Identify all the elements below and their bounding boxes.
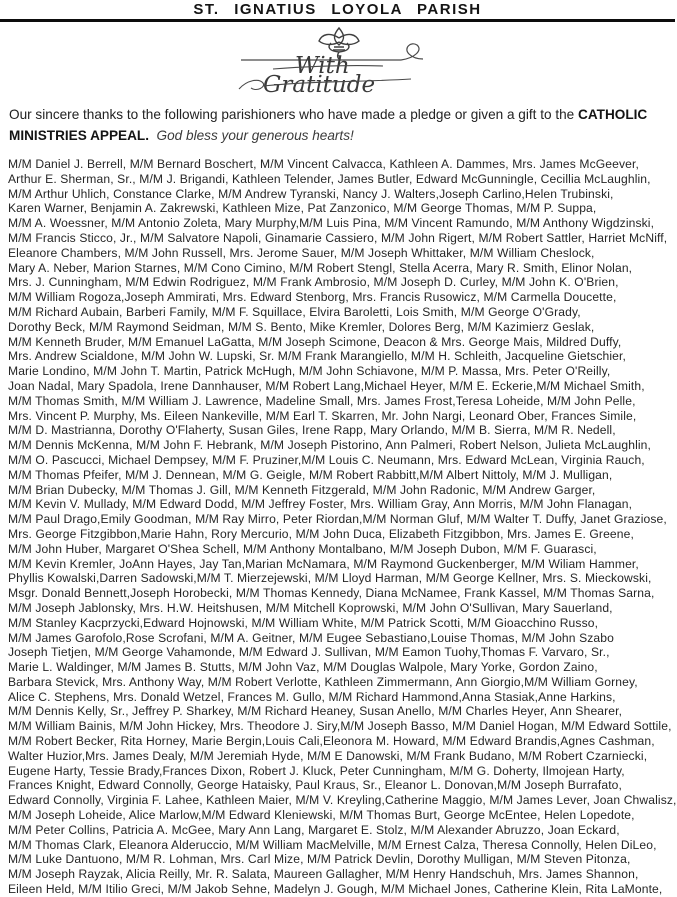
donor-line: M/M Thomas Smith, M/M William J. Lawrence, Madeline Small, Mrs. James Frost,Teresa Loheide, M/M John Pelle, bbox=[8, 393, 636, 408]
donor-line: M/M Joseph Loheide, Alice Marlow,M/M Edward Kleniewski, M/M Thomas Burt, George McEntee, Helen Lopedote, bbox=[8, 808, 635, 823]
donor-line: Walter Huzior,Mrs. James Dealy, M/M Jeremiah Hyde, M/M E Danowski, M/M Frank Budano, M/M Robert Czarniecki, bbox=[8, 748, 648, 763]
donor-line: M/M Thomas Clark, Eleanora Alderuccio, M/M William MacMelville, M/M Ernest Calza, Theresa Connolly, Helen DiLeo, bbox=[8, 837, 657, 852]
donor-line: M/M A. Woessner, M/M Antonio Zoleta, Mary Murphy,M/M Luis Pina, M/M Vincent Ramundo, M/M Anthony Wigdzinski, bbox=[8, 216, 655, 231]
donor-line: Joseph Tietjen, M/M George Vahamonde, M/M Edward J. Sullivan, M/M Eamon Tuohy,Thomas F. Varvaro, Sr., bbox=[8, 645, 610, 660]
intro-appeal-text: CATHOLIC MINISTRIES APPEAL bbox=[9, 107, 648, 143]
donor-line: Arthur E. Sherman, Sr., M/M J. Brigandi, Kathleen Telender, James Butler, Edward McGunningle, Cecillia McLaughlin, bbox=[8, 171, 651, 186]
logo-word-with: With bbox=[294, 53, 350, 79]
intro-blessing-text: God bless your generous hearts! bbox=[156, 128, 354, 143]
donor-line: M/M John Huber, Margaret O'Shea Schell, M/M Anthony Montalbano, M/M Joseph Dubon, M/M F. Guarasci, bbox=[8, 541, 597, 556]
donor-line: Eleanore Chambers, M/M John Russell, Mrs. Jerome Sauer, M/M Joseph Whittaker, M/M William Cheslock, bbox=[8, 245, 595, 260]
donor-line: M/M Thomas Pfeifer, M/M J. Dennean, M/M G. Geigle, M/M Robert Rabbitt,M/M Albert Nittoly, M/M J. Mulligan, bbox=[8, 467, 613, 482]
donor-line: Eileen Held, M/M Itilio Greci, M/M Jakob Sehne, Madelyn J. Gough, M/M Michael Jones, Catherine Klein, Rita LaMonte, bbox=[8, 882, 663, 897]
donor-line: Mrs. George Fitzgibbon,Marie Hahn, Rory Mercurio, M/M John Duca, Elizabeth Fitzgibbon, Mrs. James E. Greene, bbox=[8, 526, 634, 541]
donor-line: M/M Luke Dantuono, M/M R. Lohman, Mrs. Carl Mize, M/M Patrick Devlin, Dorothy Mulligan, M/M Steven Pitonza, bbox=[8, 852, 631, 867]
donor-line: Karen Warner, Benjamin A. Zakrewski, Kathleen Mize, Pat Zanzonico, M/M George Thomas, M/M P. Suppa, bbox=[8, 201, 597, 216]
donor-line: M/M Kevin Kremler, JoAnn Hayes, Jay Tan,Marian McNamara, M/M Raymond Guckenberger, M/M Wiliam Hammer, bbox=[8, 556, 639, 571]
donor-line: Mary A. Neber, Marion Starnes, M/M Cono Cimino, M/M Robert Stengl, Stella Acerra, Mary R. Smith, Elinor Nolan, bbox=[8, 260, 633, 275]
donor-line: M/M Joseph Jablonsky, Mrs. H.W. Heitshusen, M/M Mitchell Koprowski, M/M John O'Sullivan, Mary Sauerland, bbox=[8, 600, 613, 615]
donor-line: Mrs. J. Cunningham, M/M Edwin Rodriguez, M/M Frank Ambrosio, M/M Joseph D. Curley, M/M John K. O'Brien, bbox=[8, 275, 619, 290]
donor-line: Mrs. Vincent P. Murphy, Ms. Eileen Nankeville, M/M Earl T. Skarren, Mr. John Nargi, Leonard Ober, Frances Simile, bbox=[8, 408, 637, 423]
donor-line: M/M O. Pascucci, Michael Dempsey, M/M F. Pruziner,M/M Louis C. Neumann, Mrs. Edward McLean, Virginia Rauch, bbox=[8, 452, 645, 467]
donor-line: M/M Brian Dubecky, M/M Thomas J. Gill, M/M Kenneth Fitzgerald, M/M John Radonic, M/M Andrew Garger, bbox=[8, 482, 596, 497]
donor-line: Phyllis Kowalski,Darren Sadowski,M/M T. Mierzejewski, M/M Lloyd Harman, M/M George Kellner, Mrs. S. Mieckowski, bbox=[8, 571, 652, 586]
donor-line: M/M William Bainis, M/M John Hickey, Mrs. Theodore J. Siry,M/M Joseph Basso, M/M Daniel Hogan, M/M Edward Sottile, bbox=[8, 719, 672, 734]
donor-line: M/M William Rogoza,Joseph Ammirati, Mrs. Edward Stenborg, Mrs. Francis Rusowicz, M/M Carmella Doucette, bbox=[8, 290, 617, 305]
donor-line: M/M Stanley Kacprzycki,Edward Hojnowski, M/M William White, M/M Patrick Scotti, M/M Gioacchino Russo, bbox=[8, 615, 599, 630]
page-title: ST. IGNATIUS LOYOLA PARISH bbox=[193, 1, 482, 18]
donor-line: M/M Dennis McKenna, M/M John F. Hebrank, M/M Joseph Pistorino, Ann Palmeri, Robert Nelson, Julieta McLaughlin, bbox=[8, 438, 652, 453]
donor-line: M/M Daniel J. Berrell, M/M Bernard Boschert, M/M Vincent Calvacca, Kathleen A. Dammes, Mrs. James McGeever, bbox=[8, 157, 639, 171]
intro-lead-text: Our sincere thanks to the following parishioners who have made a pledge or given a gift to the bbox=[9, 107, 579, 122]
donor-line: Edward Connolly, Virginia F. Lahee, Kathleen Maier, M/M V. Kreyling,Catherine Maggio, M/M James Lever, Joan Chwalisz, bbox=[8, 793, 677, 808]
donor-line: Joan Nadal, Mary Spadola, Irene Dannhauser, M/M Robert Lang,Michael Heyer, M/M E. Eckerie,M/M Michael Smith, bbox=[8, 378, 645, 393]
donor-line: M/M Kevin V. Mullady, M/M Edward Dodd, M/M Jeffrey Foster, Mrs. William Gray, Ann Morris, M/M John Flanagan, bbox=[8, 497, 633, 512]
donor-line: M/M D. Mastrianna, Dorothy O'Flaherty, Susan Giles, Irene Rapp, Mary Orlando, M/M B. Sierra, M/M R. Nedell, bbox=[8, 423, 616, 438]
donor-line: Marie L. Waldinger, M/M James B. Stutts, M/M John Vaz, M/M Douglas Walpole, Mary Yorke, Gordon Zaino, bbox=[8, 660, 598, 675]
logo-word-gratitude: Gratitude bbox=[262, 72, 375, 98]
donor-line: M/M Kenneth Bruder, M/M Emanuel LaGatta, M/M Joseph Scimone, Deacon & Mrs. George Mais, Mildred Duffy, bbox=[8, 334, 622, 349]
donor-line: Msgr. Donald Bennett,Joseph Horobecki, M/M Thomas Kennedy, Diana McNamee, Frank Kassel, M/M Thomas Sarna, bbox=[8, 586, 655, 601]
donor-line: M/M James Garofolo,Rose Scrofani, M/M A. Geitner, M/M Eugee Sebastiano,Louise Thomas, M/M John Szabo bbox=[8, 630, 614, 645]
donor-line: M/M Robert Becker, Rita Horney, Marie Bergin,Louis Cali,Eleonora M. Howard, M/M Edward Brandis,Agnes Cashman, bbox=[8, 734, 655, 749]
donor-line: M/M Richard Aubain, Barberi Family, M/M F. Squillace, Elvira Baroletti, Lois Smith, M/M George O'Grady, bbox=[8, 304, 581, 319]
donor-line: M/M Francis Sticco, Jr., M/M Salvatore Napoli, Ginamarie Cassiero, M/M John Rigert, M/M Robert Sattler, Harriet McNiff, bbox=[8, 230, 668, 245]
donor-line: M/M Joseph Rayzak, Alicia Reilly, Mr. R. Salata, Maureen Gallagher, M/M Henry Handschuh, Mrs. James Shannon, bbox=[8, 867, 639, 882]
donor-line: Alice C. Stephens, Mrs. Donald Wetzel, Frances M. Gullo, M/M Richard Hammond,Anna Stasiak,Anne Harkins, bbox=[8, 689, 616, 704]
donor-line: Dorothy Beck, M/M Raymond Seidman, M/M S. Bento, Mike Kremler, Dolores Berg, M/M Kazimierz Geslak, bbox=[8, 319, 595, 334]
donor-line: M/M Paul Drago,Emily Goodman, M/M Ray Mirro, Peter Riordan,M/M Norman Gluf, M/M Walter T. Duffy, Janet Graziose, bbox=[8, 512, 667, 527]
donor-line: Barbara Stevick, Mrs. Anthony Way, M/M Robert Verlotte, Kathleen Zimmermann, Ann Giorgio,M/M William Gorney, bbox=[8, 674, 638, 689]
with-gratitude-ornament-icon bbox=[233, 26, 443, 96]
page-header bbox=[0, 0, 675, 22]
donor-line: Marie Londino, M/M John T. Martin, Patrick McHugh, M/M John Schiavone, M/M P. Massa, Mrs. Peter O'Reilly, bbox=[8, 364, 611, 379]
intro-separator-text: . bbox=[145, 128, 157, 143]
donor-line: Mrs. Andrew Scialdone, M/M John W. Lupski, Sr. M/M Frank Marangiello, M/M H. Schleith, Jacqueline Gietschier, bbox=[8, 349, 626, 364]
gratitude-logo bbox=[0, 25, 675, 97]
donor-line: M/M Arthur Uhlich, Constance Clarke, M/M Andrew Tyranski, Nancy J. Walters,Joseph Carlino,Helen Trubinski, bbox=[8, 186, 614, 201]
donor-list bbox=[8, 157, 677, 897]
donor-line: Eugene Harty, Tessie Brady,Frances Dixon, Robert J. Kluck, Peter Cunningham, M/M G. Doherty, Ilmojean Harty, bbox=[8, 763, 625, 778]
donor-line: M/M Peter Collins, Patricia A. McGee, Mary Ann Lang, Margaret E. Stolz, M/M Alexander Abruzzo, Joan Eckard, bbox=[8, 822, 620, 837]
donor-line: M/M Dennis Kelly, Sr., Jeffrey P. Sharkey, M/M Richard Heaney, Susan Anello, M/M Charles Heyer, Ann Shearer, bbox=[8, 704, 623, 719]
intro-paragraph bbox=[9, 104, 666, 146]
donor-line: Frances Knight, Edward Connolly, George Hataisky, Paul Kraus, Sr., Eleanor L. Donovan,M/M Joseph Burrafato, bbox=[8, 778, 623, 793]
